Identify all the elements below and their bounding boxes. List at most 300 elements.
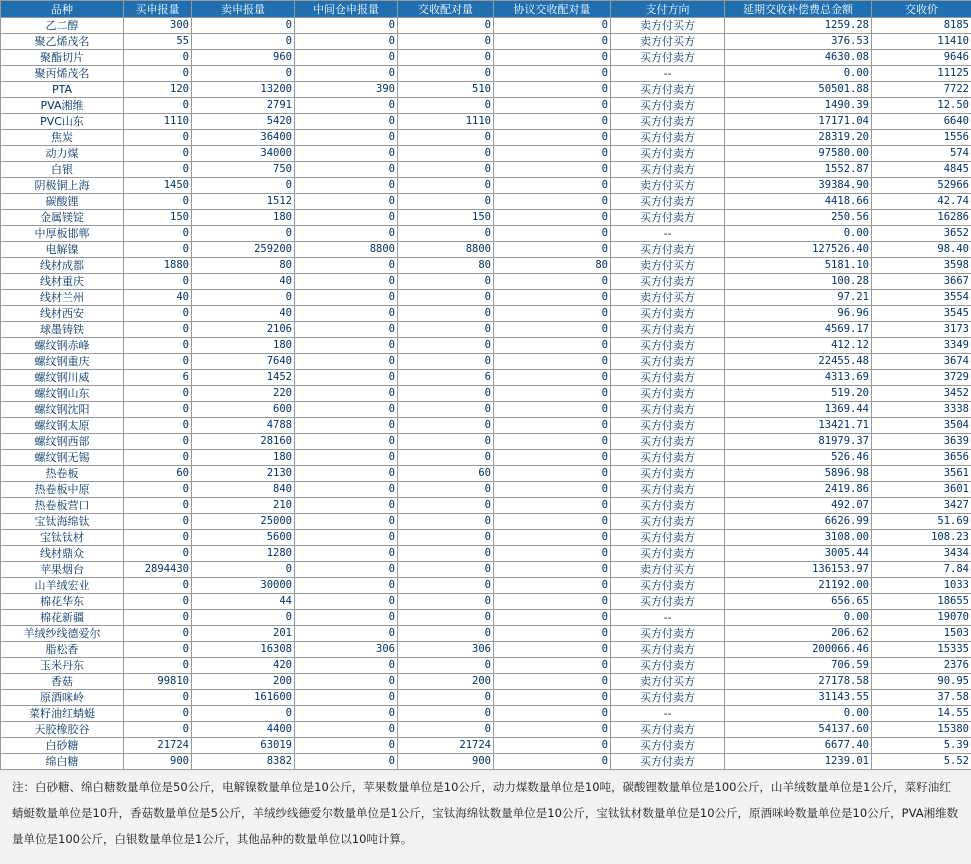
- compensation-total-cell: 81979.37: [725, 434, 872, 450]
- agreement-matched-qty-cell: 0: [494, 578, 611, 594]
- header-intermediate-qty: 中间仓申报量: [295, 1, 398, 18]
- product-cell: 螺纹钢重庆: [1, 354, 124, 370]
- intermediate-qty-cell: 0: [295, 434, 398, 450]
- delivery-price-cell: 3427: [872, 498, 971, 514]
- product-cell: 棉花华东: [1, 594, 124, 610]
- product-cell: 电解镍: [1, 242, 124, 258]
- compensation-total-cell: 27178.58: [725, 674, 872, 690]
- intermediate-qty-cell: 0: [295, 306, 398, 322]
- intermediate-qty-cell: 0: [295, 162, 398, 178]
- delivery-price-cell: 3598: [872, 258, 971, 274]
- table-row: [1, 434, 971, 450]
- payment-direction-cell: 卖方付买方: [611, 258, 725, 274]
- table-row: [1, 242, 971, 258]
- delivery-price-cell: 9646: [872, 50, 971, 66]
- buy-qty-cell: 0: [124, 434, 192, 450]
- intermediate-qty-cell: 0: [295, 674, 398, 690]
- product-cell: PTA: [1, 82, 124, 98]
- table-row: [1, 258, 971, 274]
- delivery-price-cell: 19070: [872, 610, 971, 626]
- matched-qty-cell: 150: [398, 210, 494, 226]
- sell-qty-cell: 200: [192, 674, 295, 690]
- product-cell: 苹果烟台: [1, 562, 124, 578]
- delivery-price-cell: 6640: [872, 114, 971, 130]
- intermediate-qty-cell: 0: [295, 386, 398, 402]
- delivery-price-cell: 3601: [872, 482, 971, 498]
- agreement-matched-qty-cell: 0: [494, 50, 611, 66]
- intermediate-qty-cell: 0: [295, 226, 398, 242]
- intermediate-qty-cell: 0: [295, 530, 398, 546]
- table-row: [1, 754, 971, 770]
- header-matched-qty: 交收配对量: [398, 1, 494, 18]
- payment-direction-cell: 买方付卖方: [611, 242, 725, 258]
- agreement-matched-qty-cell: 0: [494, 98, 611, 114]
- agreement-matched-qty-cell: 0: [494, 130, 611, 146]
- intermediate-qty-cell: 0: [295, 690, 398, 706]
- product-cell: 线材重庆: [1, 274, 124, 290]
- product-cell: 线材鼎众: [1, 546, 124, 562]
- payment-direction-cell: 买方付卖方: [611, 642, 725, 658]
- product-cell: 山羊绒宏业: [1, 578, 124, 594]
- matched-qty-cell: 21724: [398, 738, 494, 754]
- intermediate-qty-cell: 0: [295, 194, 398, 210]
- payment-direction-cell: 买方付卖方: [611, 738, 725, 754]
- sell-qty-cell: 180: [192, 450, 295, 466]
- payment-direction-cell: 买方付卖方: [611, 386, 725, 402]
- matched-qty-cell: 8800: [398, 242, 494, 258]
- buy-qty-cell: 0: [124, 306, 192, 322]
- sell-qty-cell: 5420: [192, 114, 295, 130]
- sell-qty-cell: 0: [192, 66, 295, 82]
- matched-qty-cell: 0: [398, 338, 494, 354]
- compensation-total-cell: 22455.48: [725, 354, 872, 370]
- table-row: [1, 338, 971, 354]
- sell-qty-cell: 0: [192, 178, 295, 194]
- matched-qty-cell: 0: [398, 386, 494, 402]
- product-cell: 螺纹钢赤峰: [1, 338, 124, 354]
- matched-qty-cell: 0: [398, 722, 494, 738]
- delivery-price-cell: 7.84: [872, 562, 971, 578]
- sell-qty-cell: 180: [192, 338, 295, 354]
- payment-direction-cell: 买方付卖方: [611, 82, 725, 98]
- product-cell: 脂松香: [1, 642, 124, 658]
- delivery-price-cell: 14.55: [872, 706, 971, 722]
- intermediate-qty-cell: 0: [295, 658, 398, 674]
- sell-qty-cell: 0: [192, 290, 295, 306]
- sell-qty-cell: 36400: [192, 130, 295, 146]
- delivery-price-cell: 1556: [872, 130, 971, 146]
- buy-qty-cell: 1110: [124, 114, 192, 130]
- delivery-price-cell: 574: [872, 146, 971, 162]
- agreement-matched-qty-cell: 0: [494, 66, 611, 82]
- delivery-price-cell: 3656: [872, 450, 971, 466]
- agreement-matched-qty-cell: 0: [494, 466, 611, 482]
- payment-direction-cell: 买方付卖方: [611, 50, 725, 66]
- product-cell: 热卷板中原: [1, 482, 124, 498]
- table-header-row: [1, 1, 971, 18]
- intermediate-qty-cell: 0: [295, 370, 398, 386]
- sell-qty-cell: 7640: [192, 354, 295, 370]
- agreement-matched-qty-cell: 0: [494, 626, 611, 642]
- sell-qty-cell: 2130: [192, 466, 295, 482]
- product-cell: 绵白糖: [1, 754, 124, 770]
- matched-qty-cell: 0: [398, 18, 494, 34]
- sell-qty-cell: 840: [192, 482, 295, 498]
- compensation-total-cell: 1259.28: [725, 18, 872, 34]
- intermediate-qty-cell: 0: [295, 546, 398, 562]
- table-row: [1, 594, 971, 610]
- compensation-total-cell: 54137.60: [725, 722, 872, 738]
- buy-qty-cell: 6: [124, 370, 192, 386]
- header-buy-qty: 买申报量: [124, 1, 192, 18]
- product-cell: 宝钛海绵钛: [1, 514, 124, 530]
- buy-qty-cell: 1450: [124, 178, 192, 194]
- agreement-matched-qty-cell: 0: [494, 546, 611, 562]
- sell-qty-cell: 180: [192, 210, 295, 226]
- intermediate-qty-cell: 0: [295, 450, 398, 466]
- table-row: [1, 114, 971, 130]
- compensation-total-cell: 5896.98: [725, 466, 872, 482]
- buy-qty-cell: 0: [124, 338, 192, 354]
- payment-direction-cell: 买方付卖方: [611, 466, 725, 482]
- product-cell: 螺纹钢山东: [1, 386, 124, 402]
- table-row: [1, 738, 971, 754]
- intermediate-qty-cell: 0: [295, 418, 398, 434]
- intermediate-qty-cell: 0: [295, 594, 398, 610]
- sell-qty-cell: 750: [192, 162, 295, 178]
- agreement-matched-qty-cell: 0: [494, 402, 611, 418]
- buy-qty-cell: 0: [124, 242, 192, 258]
- buy-qty-cell: 2894430: [124, 562, 192, 578]
- product-cell: 聚乙烯茂名: [1, 34, 124, 50]
- table-row: [1, 18, 971, 34]
- buy-qty-cell: 0: [124, 626, 192, 642]
- compensation-total-cell: 28319.20: [725, 130, 872, 146]
- buy-qty-cell: 0: [124, 546, 192, 562]
- delivery-price-cell: 3452: [872, 386, 971, 402]
- intermediate-qty-cell: 0: [295, 98, 398, 114]
- intermediate-qty-cell: 0: [295, 578, 398, 594]
- compensation-total-cell: 492.07: [725, 498, 872, 514]
- buy-qty-cell: 0: [124, 386, 192, 402]
- header-sell-qty: 卖申报量: [192, 1, 295, 18]
- delivery-price-cell: 5.39: [872, 738, 971, 754]
- compensation-total-cell: 39384.90: [725, 178, 872, 194]
- agreement-matched-qty-cell: 0: [494, 370, 611, 386]
- intermediate-qty-cell: 0: [295, 322, 398, 338]
- payment-direction-cell: 买方付卖方: [611, 690, 725, 706]
- table-row: [1, 418, 971, 434]
- buy-qty-cell: 99810: [124, 674, 192, 690]
- payment-direction-cell: --: [611, 226, 725, 242]
- payment-direction-cell: 卖方付买方: [611, 290, 725, 306]
- compensation-total-cell: 13421.71: [725, 418, 872, 434]
- table-row: [1, 674, 971, 690]
- product-cell: 宝钛钛材: [1, 530, 124, 546]
- delivery-price-cell: 18655: [872, 594, 971, 610]
- buy-qty-cell: 0: [124, 690, 192, 706]
- agreement-matched-qty-cell: 0: [494, 610, 611, 626]
- table-row: [1, 50, 971, 66]
- agreement-matched-qty-cell: 0: [494, 450, 611, 466]
- table-row: [1, 546, 971, 562]
- matched-qty-cell: 0: [398, 626, 494, 642]
- compensation-total-cell: 21192.00: [725, 578, 872, 594]
- compensation-total-cell: 1369.44: [725, 402, 872, 418]
- table-row: [1, 66, 971, 82]
- sell-qty-cell: 0: [192, 562, 295, 578]
- matched-qty-cell: 0: [398, 178, 494, 194]
- matched-qty-cell: 900: [398, 754, 494, 770]
- header-agreement-matched-qty: 协议交收配对量: [494, 1, 611, 18]
- compensation-total-cell: 127526.40: [725, 242, 872, 258]
- intermediate-qty-cell: 0: [295, 482, 398, 498]
- delivery-price-cell: 12.50: [872, 98, 971, 114]
- intermediate-qty-cell: 0: [295, 178, 398, 194]
- delivery-price-cell: 1503: [872, 626, 971, 642]
- product-cell: 聚酯切片: [1, 50, 124, 66]
- intermediate-qty-cell: 0: [295, 626, 398, 642]
- sell-qty-cell: 259200: [192, 242, 295, 258]
- delivery-price-cell: 52966: [872, 178, 971, 194]
- compensation-total-cell: 31143.55: [725, 690, 872, 706]
- table-row: [1, 690, 971, 706]
- agreement-matched-qty-cell: 0: [494, 210, 611, 226]
- delivery-price-cell: 16286: [872, 210, 971, 226]
- buy-qty-cell: 0: [124, 706, 192, 722]
- table-row: [1, 178, 971, 194]
- sell-qty-cell: 28160: [192, 434, 295, 450]
- table-row: [1, 626, 971, 642]
- delivery-price-cell: 3729: [872, 370, 971, 386]
- matched-qty-cell: 0: [398, 546, 494, 562]
- buy-qty-cell: 0: [124, 130, 192, 146]
- sell-qty-cell: 44: [192, 594, 295, 610]
- sell-qty-cell: 63019: [192, 738, 295, 754]
- matched-qty-cell: 0: [398, 66, 494, 82]
- buy-qty-cell: 0: [124, 322, 192, 338]
- product-cell: 聚丙烯茂名: [1, 66, 124, 82]
- delivery-price-cell: 3504: [872, 418, 971, 434]
- matched-qty-cell: 0: [398, 434, 494, 450]
- payment-direction-cell: 买方付卖方: [611, 338, 725, 354]
- matched-qty-cell: 0: [398, 306, 494, 322]
- agreement-matched-qty-cell: 0: [494, 658, 611, 674]
- buy-qty-cell: 0: [124, 578, 192, 594]
- buy-qty-cell: 0: [124, 402, 192, 418]
- buy-qty-cell: 0: [124, 610, 192, 626]
- matched-qty-cell: 306: [398, 642, 494, 658]
- footnote: 注：白砂糖、绵白糖数量单位是50公斤，电解镍数量单位是10公斤，苹果数量单位是10公斤，动力煤数量单位是10吨，碳酸锂数量单位是100公斤，山羊绒数量单位是1公斤，菜籽油红蜻蜓数量单位是10升，香菇数量单位是5公斤，羊绒纱线德爱尔数量单位是1公斤，宝钛海绵钛数量单位是10公斤，宝钛钛材数量单位是10公斤，原酒咪岭数量单位是10公斤，PVA湘维数量单位是100公斤，白银数量单位是1公斤，其他品种的数量单位以10吨计算。: [0, 770, 971, 852]
- delivery-price-cell: 1033: [872, 578, 971, 594]
- compensation-total-cell: 376.53: [725, 34, 872, 50]
- buy-qty-cell: 0: [124, 530, 192, 546]
- agreement-matched-qty-cell: 0: [494, 146, 611, 162]
- sell-qty-cell: 2791: [192, 98, 295, 114]
- matched-qty-cell: 0: [398, 482, 494, 498]
- agreement-matched-qty-cell: 0: [494, 674, 611, 690]
- compensation-total-cell: 706.59: [725, 658, 872, 674]
- buy-qty-cell: 0: [124, 418, 192, 434]
- matched-qty-cell: 0: [398, 450, 494, 466]
- payment-direction-cell: 买方付卖方: [611, 146, 725, 162]
- compensation-total-cell: 200066.46: [725, 642, 872, 658]
- agreement-matched-qty-cell: 80: [494, 258, 611, 274]
- sell-qty-cell: 25000: [192, 514, 295, 530]
- compensation-total-cell: 3005.44: [725, 546, 872, 562]
- agreement-matched-qty-cell: 0: [494, 162, 611, 178]
- delivery-price-cell: 3561: [872, 466, 971, 482]
- buy-qty-cell: 0: [124, 594, 192, 610]
- delivery-price-cell: 7722: [872, 82, 971, 98]
- delivery-price-cell: 3674: [872, 354, 971, 370]
- table-row: [1, 82, 971, 98]
- product-cell: 原酒咪岭: [1, 690, 124, 706]
- header-compensation-total: 延期交收补偿费总金额: [725, 1, 872, 18]
- product-cell: 线材西安: [1, 306, 124, 322]
- matched-qty-cell: 1110: [398, 114, 494, 130]
- compensation-total-cell: 1490.39: [725, 98, 872, 114]
- delivery-price-cell: 51.69: [872, 514, 971, 530]
- table-row: [1, 706, 971, 722]
- product-cell: 碳酸锂: [1, 194, 124, 210]
- delivery-price-cell: 11125: [872, 66, 971, 82]
- sell-qty-cell: 0: [192, 610, 295, 626]
- table-row: [1, 402, 971, 418]
- matched-qty-cell: 0: [398, 658, 494, 674]
- compensation-total-cell: 519.20: [725, 386, 872, 402]
- compensation-total-cell: 0.00: [725, 706, 872, 722]
- payment-direction-cell: 卖方付买方: [611, 34, 725, 50]
- product-cell: 中厚板邯郸: [1, 226, 124, 242]
- matched-qty-cell: 0: [398, 226, 494, 242]
- product-cell: 棉花新疆: [1, 610, 124, 626]
- matched-qty-cell: 0: [398, 354, 494, 370]
- payment-direction-cell: 买方付卖方: [611, 274, 725, 290]
- intermediate-qty-cell: 0: [295, 130, 398, 146]
- matched-qty-cell: 0: [398, 514, 494, 530]
- matched-qty-cell: 0: [398, 578, 494, 594]
- delivery-price-cell: 4845: [872, 162, 971, 178]
- agreement-matched-qty-cell: 0: [494, 386, 611, 402]
- sell-qty-cell: 1512: [192, 194, 295, 210]
- compensation-total-cell: 1239.01: [725, 754, 872, 770]
- product-cell: 热卷板营口: [1, 498, 124, 514]
- table-row: [1, 530, 971, 546]
- compensation-total-cell: 4313.69: [725, 370, 872, 386]
- delivery-price-cell: 3545: [872, 306, 971, 322]
- intermediate-qty-cell: 0: [295, 50, 398, 66]
- table-row: [1, 642, 971, 658]
- sell-qty-cell: 220: [192, 386, 295, 402]
- table-row: [1, 386, 971, 402]
- table-row: [1, 226, 971, 242]
- product-cell: 阴极铜上海: [1, 178, 124, 194]
- sell-qty-cell: 420: [192, 658, 295, 674]
- matched-qty-cell: 0: [398, 146, 494, 162]
- agreement-matched-qty-cell: 0: [494, 706, 611, 722]
- delivery-price-cell: 37.58: [872, 690, 971, 706]
- compensation-total-cell: 412.12: [725, 338, 872, 354]
- agreement-matched-qty-cell: 0: [494, 114, 611, 130]
- payment-direction-cell: 买方付卖方: [611, 578, 725, 594]
- payment-direction-cell: 买方付卖方: [611, 498, 725, 514]
- sell-qty-cell: 1452: [192, 370, 295, 386]
- delivery-price-cell: 3173: [872, 322, 971, 338]
- intermediate-qty-cell: 0: [295, 290, 398, 306]
- payment-direction-cell: 买方付卖方: [611, 306, 725, 322]
- compensation-total-cell: 206.62: [725, 626, 872, 642]
- delivery-price-cell: 3667: [872, 274, 971, 290]
- compensation-total-cell: 0.00: [725, 610, 872, 626]
- agreement-matched-qty-cell: 0: [494, 178, 611, 194]
- buy-qty-cell: 60: [124, 466, 192, 482]
- table-row: [1, 274, 971, 290]
- payment-direction-cell: 卖方付买方: [611, 178, 725, 194]
- matched-qty-cell: 0: [398, 402, 494, 418]
- compensation-total-cell: 4630.08: [725, 50, 872, 66]
- payment-direction-cell: --: [611, 706, 725, 722]
- matched-qty-cell: 0: [398, 130, 494, 146]
- table-row: [1, 322, 971, 338]
- payment-direction-cell: 买方付卖方: [611, 754, 725, 770]
- intermediate-qty-cell: 0: [295, 354, 398, 370]
- buy-qty-cell: 900: [124, 754, 192, 770]
- table-row: [1, 450, 971, 466]
- buy-qty-cell: 55: [124, 34, 192, 50]
- matched-qty-cell: 0: [398, 594, 494, 610]
- payment-direction-cell: 买方付卖方: [611, 194, 725, 210]
- payment-direction-cell: 买方付卖方: [611, 482, 725, 498]
- agreement-matched-qty-cell: 0: [494, 18, 611, 34]
- intermediate-qty-cell: 306: [295, 642, 398, 658]
- table-row: [1, 162, 971, 178]
- intermediate-qty-cell: 8800: [295, 242, 398, 258]
- buy-qty-cell: 0: [124, 274, 192, 290]
- payment-direction-cell: 买方付卖方: [611, 434, 725, 450]
- delivery-price-cell: 2376: [872, 658, 971, 674]
- agreement-matched-qty-cell: 0: [494, 594, 611, 610]
- delivery-price-cell: 3554: [872, 290, 971, 306]
- sell-qty-cell: 30000: [192, 578, 295, 594]
- sell-qty-cell: 0: [192, 226, 295, 242]
- product-cell: PVC山东: [1, 114, 124, 130]
- payment-direction-cell: 买方付卖方: [611, 594, 725, 610]
- table-row: [1, 34, 971, 50]
- payment-direction-cell: 买方付卖方: [611, 514, 725, 530]
- buy-qty-cell: 0: [124, 722, 192, 738]
- buy-qty-cell: 0: [124, 658, 192, 674]
- buy-qty-cell: 0: [124, 146, 192, 162]
- agreement-matched-qty-cell: 0: [494, 306, 611, 322]
- payment-direction-cell: 买方付卖方: [611, 402, 725, 418]
- product-cell: 金属镁锭: [1, 210, 124, 226]
- compensation-total-cell: 0.00: [725, 226, 872, 242]
- buy-qty-cell: 300: [124, 18, 192, 34]
- agreement-matched-qty-cell: 0: [494, 194, 611, 210]
- agreement-matched-qty-cell: 0: [494, 290, 611, 306]
- payment-direction-cell: --: [611, 610, 725, 626]
- matched-qty-cell: 0: [398, 706, 494, 722]
- payment-direction-cell: 买方付卖方: [611, 114, 725, 130]
- compensation-total-cell: 1552.87: [725, 162, 872, 178]
- table-row: [1, 146, 971, 162]
- header-delivery-price: 交收价: [872, 1, 971, 18]
- agreement-matched-qty-cell: 0: [494, 82, 611, 98]
- intermediate-qty-cell: 0: [295, 562, 398, 578]
- agreement-matched-qty-cell: 0: [494, 562, 611, 578]
- payment-direction-cell: 卖方付买方: [611, 18, 725, 34]
